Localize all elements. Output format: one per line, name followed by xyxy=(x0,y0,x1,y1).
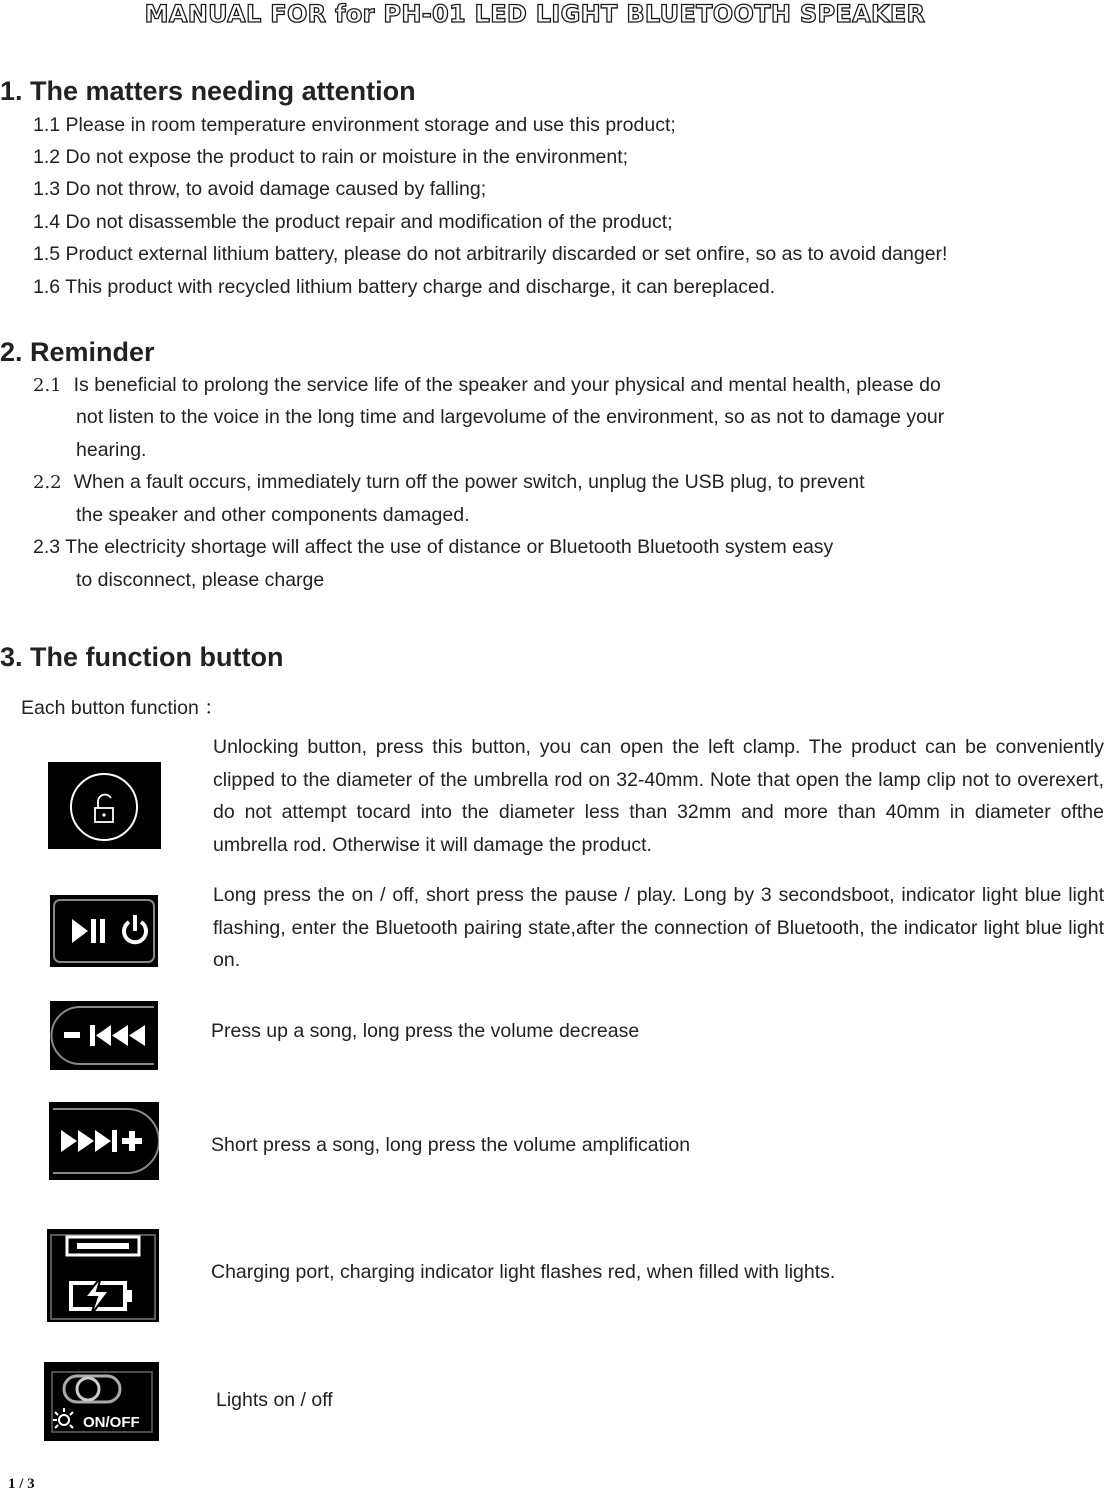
button-intro: Each button function ： xyxy=(21,697,224,719)
light-switch-description: Lights on / off xyxy=(216,1389,333,1411)
previous-volume-down-icon xyxy=(50,1001,158,1070)
reminder-line: the speaker and other components damaged. xyxy=(76,504,470,526)
reminder-item xyxy=(33,374,941,397)
attention-item: 1.2 Do not expose the product to rain or moisture in the environment; xyxy=(33,146,629,168)
reminder-number: 2.2 xyxy=(33,472,62,493)
reminder-line: 2.3 The electricity shortage will affect the use of distance or Bluetooth Bluetooth system easy xyxy=(33,536,834,558)
attention-item: 1.5 Product external lithium battery, please do not arbitrarily discarded or set onfire, so as to avoid danger! xyxy=(33,243,948,265)
attention-item: 1.1 Please in room temperature environment storage and use this product; xyxy=(33,114,676,136)
attention-item: 1.6 This product with recycled lithium battery charge and discharge, it can bereplaced. xyxy=(33,276,776,298)
reminder-line: not listen to the voice in the long time and largevolume of the environment, so as not to damage your xyxy=(76,406,945,428)
page-number: 1 / 3 xyxy=(8,1476,35,1492)
play-pause-description: Long press the on / off, short press the pause / play. Long by 3 secondsboot, indicator light blue light flashing, enter the Bluetooth pairing state,after the connection of Bluetooth, the indicator light blue light on. xyxy=(213,884,1104,971)
section-3-heading: 3. The function button xyxy=(0,642,284,672)
unlock-icon xyxy=(48,762,161,849)
next-description: Short press a song, long press the volume amplification xyxy=(211,1134,691,1156)
reminder-line: hearing. xyxy=(76,439,147,461)
attention-item: 1.3 Do not throw, to avoid damage caused by falling; xyxy=(33,178,487,200)
light-switch-icon xyxy=(44,1362,159,1441)
reminder-line: to disconnect, please charge xyxy=(76,569,325,591)
section-1-heading: 1. The matters needing attention xyxy=(0,76,416,106)
play-pause-power-icon xyxy=(50,895,158,967)
switch-label: ON/OFF xyxy=(83,1414,140,1431)
attention-item: 1.4 Do not disassemble the product repair and modification of the product; xyxy=(33,211,673,233)
section-2-heading: 2. Reminder xyxy=(0,337,155,367)
reminder-line: When a fault occurs, immediately turn off the power switch, unplug the USB plug, to prevent xyxy=(73,471,865,493)
manual-title: MANUAL FOR for PH-01 LED LIGHT BLUETOOTH SPEAKER xyxy=(144,0,926,28)
unlock-description: Unlocking button, press this button, you can open the left clamp. The product can be conveniently clipped to the diameter of the umbrella rod on 32-40mm. Note that open the lamp clip not to overexert, do not attempt tocard into the diameter less than 32mm and more than 40mm in diameter ofthe umbrella rod. Otherwise it will damage the product. xyxy=(213,736,1104,856)
charging-port-icon xyxy=(47,1229,159,1322)
charging-description: Charging port, charging indicator light flashes red, when filled with lights. xyxy=(211,1261,836,1283)
reminder-number: 2.1 xyxy=(33,375,62,396)
reminder-item xyxy=(33,471,865,494)
previous-description: Press up a song, long press the volume decrease xyxy=(211,1020,640,1042)
reminder-line: Is beneficial to prolong the service life of the speaker and your physical and mental health, please do xyxy=(73,374,941,396)
next-volume-up-icon xyxy=(49,1102,159,1180)
